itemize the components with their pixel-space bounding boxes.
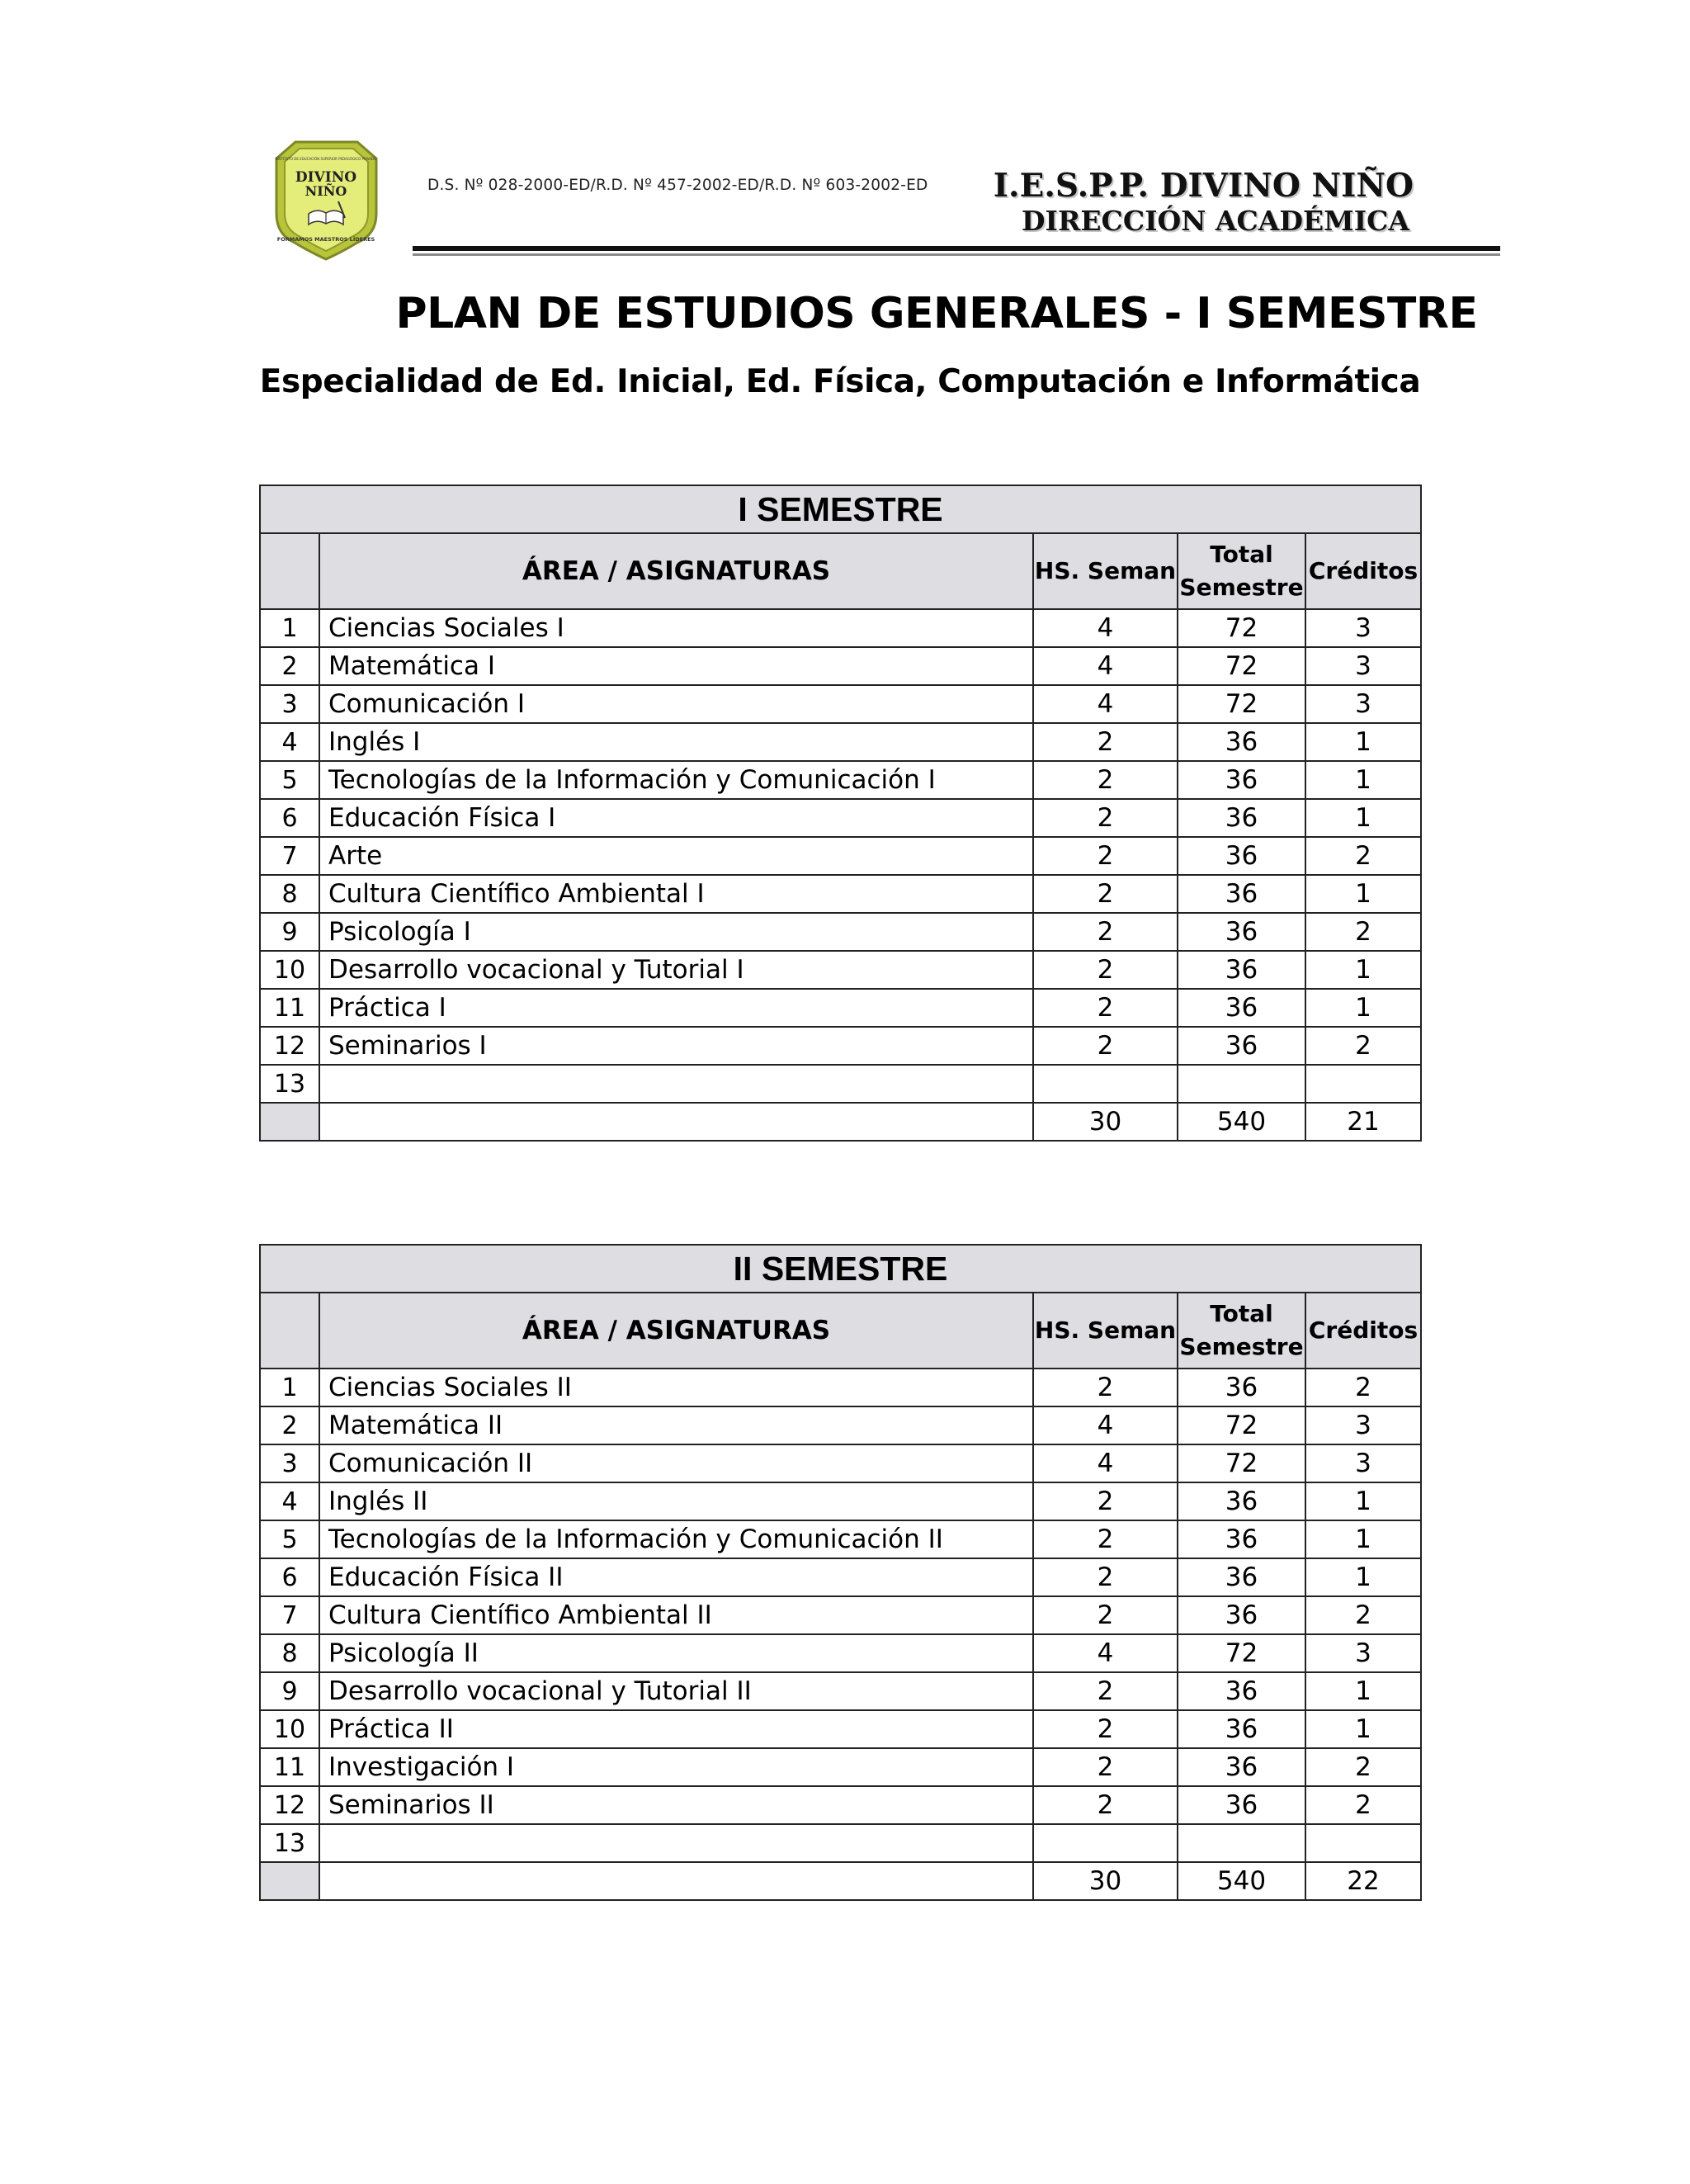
semester-total: 36 — [1178, 913, 1305, 951]
credits — [1305, 1824, 1421, 1862]
weekly-hours: 2 — [1033, 799, 1178, 837]
credits: 2 — [1305, 1027, 1421, 1065]
table-row — [260, 1369, 1421, 1406]
row-number: 4 — [260, 723, 319, 761]
header-total-line1: Total — [1210, 541, 1273, 568]
logo-name-line2: NIÑO — [304, 183, 347, 199]
table-row — [260, 1444, 1421, 1482]
row-number: 8 — [260, 875, 319, 913]
logo-top-text: INSTITUTO DE EDUCACIÓN SUPERIOR PEDAGÓGICO PRIVADO — [275, 157, 377, 161]
weekly-hours — [1033, 1824, 1178, 1862]
total-semester-hours: 540 — [1178, 1103, 1305, 1141]
row-number: 11 — [260, 989, 319, 1027]
semester-total: 72 — [1178, 609, 1305, 647]
row-number: 12 — [260, 1786, 319, 1824]
row-number: 1 — [260, 609, 319, 647]
subject-name: Seminarios I — [319, 1027, 1033, 1065]
weekly-hours: 2 — [1033, 837, 1178, 875]
row-number: 2 — [260, 1406, 319, 1444]
credits: 3 — [1305, 1406, 1421, 1444]
semester-total: 36 — [1178, 989, 1305, 1027]
row-number: 3 — [260, 1444, 319, 1482]
weekly-hours: 4 — [1033, 685, 1178, 723]
header-rule-shadow — [413, 253, 1500, 256]
table-row — [260, 837, 1421, 875]
semester-total: 36 — [1178, 1369, 1305, 1406]
semester-total: 36 — [1178, 1027, 1305, 1065]
total-credits: 22 — [1305, 1862, 1421, 1900]
weekly-hours: 2 — [1033, 1672, 1178, 1710]
credits: 3 — [1305, 1634, 1421, 1672]
row-number: 11 — [260, 1748, 319, 1786]
credits: 1 — [1305, 799, 1421, 837]
header-area: ÁREA / ASIGNATURAS — [319, 533, 1033, 609]
institution-logo — [262, 135, 390, 263]
weekly-hours: 2 — [1033, 1710, 1178, 1748]
credits: 1 — [1305, 951, 1421, 989]
table-row — [260, 1672, 1421, 1710]
row-number: 1 — [260, 1369, 319, 1406]
weekly-hours: 2 — [1033, 875, 1178, 913]
row-number: 13 — [260, 1065, 319, 1103]
table-row — [260, 1406, 1421, 1444]
semester-total: 36 — [1178, 761, 1305, 799]
credits: 1 — [1305, 1672, 1421, 1710]
totals-row — [260, 1103, 1421, 1141]
semester-total: 36 — [1178, 723, 1305, 761]
credits: 3 — [1305, 609, 1421, 647]
semester-total: 36 — [1178, 1786, 1305, 1824]
subject-name: Matemática II — [319, 1406, 1033, 1444]
totals-label-cell — [319, 1862, 1033, 1900]
weekly-hours: 2 — [1033, 1748, 1178, 1786]
header-area: ÁREA / ASIGNATURAS — [319, 1293, 1033, 1369]
header-rule — [413, 246, 1500, 251]
row-number: 5 — [260, 761, 319, 799]
table-row — [260, 1482, 1421, 1520]
subject-name: Práctica I — [319, 989, 1033, 1027]
semester-total: 36 — [1178, 1672, 1305, 1710]
table-row — [260, 1710, 1421, 1748]
row-number: 3 — [260, 685, 319, 723]
semester-total: 36 — [1178, 1748, 1305, 1786]
row-number: 5 — [260, 1520, 319, 1558]
credits: 1 — [1305, 1482, 1421, 1520]
subject-name: Inglés II — [319, 1482, 1033, 1520]
total-credits: 21 — [1305, 1103, 1421, 1141]
subject-name: Ciencias Sociales I — [319, 609, 1033, 647]
semester-table-1 — [259, 485, 1422, 1142]
subject-name: Psicología I — [319, 913, 1033, 951]
page-title: PLAN DE ESTUDIOS GENERALES - I SEMESTRE — [395, 289, 1478, 338]
credits: 2 — [1305, 1596, 1421, 1634]
logo-motto: FORMAMOS MAESTROS LÍDERES — [276, 236, 375, 243]
weekly-hours — [1033, 1065, 1178, 1103]
semester-total: 36 — [1178, 1482, 1305, 1520]
table-row — [260, 1065, 1421, 1103]
department-name: DIRECCIÓN ACADÉMICA — [1021, 205, 1409, 237]
subject-name: Desarrollo vocacional y Tutorial I — [319, 951, 1033, 989]
weekly-hours: 2 — [1033, 723, 1178, 761]
subject-name: Práctica II — [319, 1710, 1033, 1748]
totals-label-cell — [319, 1103, 1033, 1141]
header-hours: HS. Seman — [1033, 1293, 1178, 1369]
subject-name — [319, 1824, 1033, 1862]
subject-name: Tecnologías de la Información y Comunicación I — [319, 761, 1033, 799]
table-row — [260, 989, 1421, 1027]
weekly-hours: 2 — [1033, 1520, 1178, 1558]
row-number: 6 — [260, 1558, 319, 1596]
subject-name: Matemática I — [319, 647, 1033, 685]
semester-total: 72 — [1178, 1634, 1305, 1672]
total-weekly-hours: 30 — [1033, 1862, 1178, 1900]
semester-total: 36 — [1178, 1710, 1305, 1748]
totals-row — [260, 1862, 1421, 1900]
header-total — [1178, 1293, 1305, 1369]
table-row — [260, 913, 1421, 951]
table-row — [260, 1824, 1421, 1862]
page-subtitle: Especialidad de Ed. Inicial, Ed. Física, Computación e Informática — [259, 363, 1421, 400]
table-row — [260, 723, 1421, 761]
total-weekly-hours: 30 — [1033, 1103, 1178, 1141]
subject-name: Ciencias Sociales II — [319, 1369, 1033, 1406]
semester-total: 72 — [1178, 1444, 1305, 1482]
row-number: 7 — [260, 1596, 319, 1634]
header-total-line2: Semestre — [1179, 1333, 1304, 1360]
weekly-hours: 4 — [1033, 647, 1178, 685]
table-row — [260, 761, 1421, 799]
semester-total: 72 — [1178, 1406, 1305, 1444]
semester-total: 36 — [1178, 799, 1305, 837]
row-number: 2 — [260, 647, 319, 685]
row-number: 13 — [260, 1824, 319, 1862]
table-row — [260, 609, 1421, 647]
credits: 2 — [1305, 1748, 1421, 1786]
credits: 2 — [1305, 1786, 1421, 1824]
table-row — [260, 1786, 1421, 1824]
semester-total: 36 — [1178, 1558, 1305, 1596]
header-hours: HS. Seman — [1033, 533, 1178, 609]
weekly-hours: 4 — [1033, 609, 1178, 647]
institution-name: I.E.S.P.P. DIVINO NIÑO — [993, 167, 1414, 205]
subject-name: Investigación I — [319, 1748, 1033, 1786]
weekly-hours: 2 — [1033, 1369, 1178, 1406]
header-credits: Créditos — [1305, 533, 1421, 609]
semester-title: I SEMESTRE — [260, 485, 1421, 533]
weekly-hours: 4 — [1033, 1406, 1178, 1444]
table-row — [260, 875, 1421, 913]
table-row — [260, 1558, 1421, 1596]
semester-total: 36 — [1178, 951, 1305, 989]
table-row — [260, 1634, 1421, 1672]
header-total-line2: Semestre — [1179, 574, 1304, 601]
table-row — [260, 647, 1421, 685]
semester-total — [1178, 1065, 1305, 1103]
weekly-hours: 2 — [1033, 989, 1178, 1027]
weekly-hours: 4 — [1033, 1444, 1178, 1482]
semester-total: 36 — [1178, 1596, 1305, 1634]
credits: 1 — [1305, 1520, 1421, 1558]
subject-name: Psicología II — [319, 1634, 1033, 1672]
subject-name: Comunicación II — [319, 1444, 1033, 1482]
row-number: 12 — [260, 1027, 319, 1065]
header-total-line1: Total — [1210, 1300, 1273, 1327]
credits: 3 — [1305, 685, 1421, 723]
semester-total: 36 — [1178, 837, 1305, 875]
row-number: 7 — [260, 837, 319, 875]
credits: 2 — [1305, 837, 1421, 875]
weekly-hours: 2 — [1033, 761, 1178, 799]
credits: 3 — [1305, 1444, 1421, 1482]
semester-total: 72 — [1178, 685, 1305, 723]
header-number-cell — [260, 533, 319, 609]
credits: 1 — [1305, 761, 1421, 799]
header-number-cell — [260, 1293, 319, 1369]
subject-name: Inglés I — [319, 723, 1033, 761]
credits — [1305, 1065, 1421, 1103]
row-number: 8 — [260, 1634, 319, 1672]
row-number: 6 — [260, 799, 319, 837]
weekly-hours: 2 — [1033, 1596, 1178, 1634]
credits: 2 — [1305, 913, 1421, 951]
subject-name: Desarrollo vocacional y Tutorial II — [319, 1672, 1033, 1710]
subject-name: Arte — [319, 837, 1033, 875]
table-row — [260, 1748, 1421, 1786]
semester-total: 36 — [1178, 1520, 1305, 1558]
subject-name — [319, 1065, 1033, 1103]
row-number: 10 — [260, 1710, 319, 1748]
weekly-hours: 2 — [1033, 913, 1178, 951]
logo-name-line1: DIVINO — [295, 169, 357, 186]
credits: 1 — [1305, 1558, 1421, 1596]
subject-name: Tecnologías de la Información y Comunicación II — [319, 1520, 1033, 1558]
weekly-hours: 2 — [1033, 1558, 1178, 1596]
row-number: 10 — [260, 951, 319, 989]
semester-title: II SEMESTRE — [260, 1245, 1421, 1293]
credits: 2 — [1305, 1369, 1421, 1406]
table-row — [260, 951, 1421, 989]
credits: 1 — [1305, 723, 1421, 761]
header-total — [1178, 533, 1305, 609]
credits: 1 — [1305, 989, 1421, 1027]
weekly-hours: 4 — [1033, 1634, 1178, 1672]
weekly-hours: 2 — [1033, 1786, 1178, 1824]
table-row — [260, 1596, 1421, 1634]
total-semester-hours: 540 — [1178, 1862, 1305, 1900]
weekly-hours: 2 — [1033, 951, 1178, 989]
header-credits: Créditos — [1305, 1293, 1421, 1369]
subject-name: Educación Física I — [319, 799, 1033, 837]
institution-block — [994, 167, 1414, 238]
semester-total: 36 — [1178, 875, 1305, 913]
weekly-hours: 2 — [1033, 1482, 1178, 1520]
credits: 1 — [1305, 1710, 1421, 1748]
table-row — [260, 1520, 1421, 1558]
semester-table-2 — [259, 1244, 1422, 1901]
subject-name: Educación Física II — [319, 1558, 1033, 1596]
table-row — [260, 1027, 1421, 1065]
table-row — [260, 685, 1421, 723]
credits: 1 — [1305, 875, 1421, 913]
subject-name: Seminarios II — [319, 1786, 1033, 1824]
row-number: 9 — [260, 1672, 319, 1710]
totals-number-cell — [260, 1103, 319, 1141]
semester-total: 72 — [1178, 647, 1305, 685]
subject-name: Cultura Científico Ambiental II — [319, 1596, 1033, 1634]
subject-name: Cultura Científico Ambiental I — [319, 875, 1033, 913]
table-row — [260, 799, 1421, 837]
decree-reference: D.S. Nº 028-2000-ED/R.D. Nº 457-2002-ED/R.D. Nº 603-2002-ED — [427, 177, 928, 194]
credits: 3 — [1305, 647, 1421, 685]
semester-total — [1178, 1824, 1305, 1862]
totals-number-cell — [260, 1862, 319, 1900]
subject-name: Comunicación I — [319, 685, 1033, 723]
row-number: 4 — [260, 1482, 319, 1520]
weekly-hours: 2 — [1033, 1027, 1178, 1065]
row-number: 9 — [260, 913, 319, 951]
